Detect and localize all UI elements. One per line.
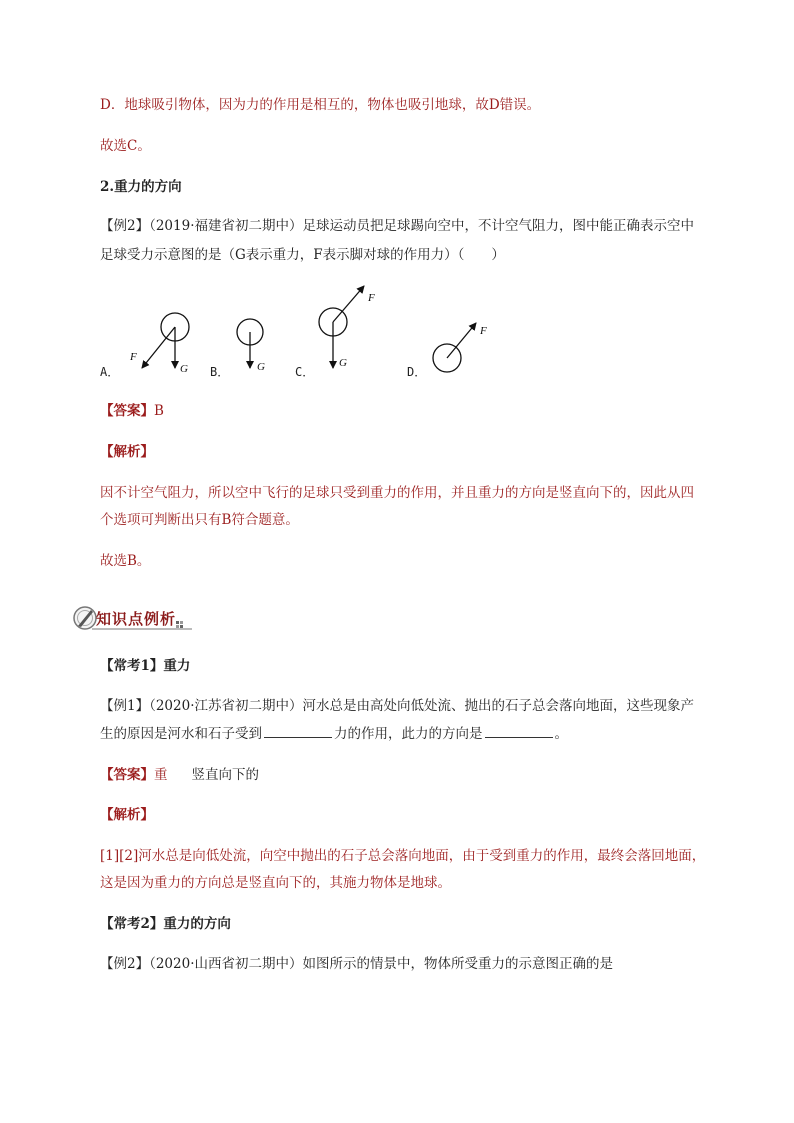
answer-blank-2 [485, 725, 553, 738]
analysis-line2: 个选项可判断出只有B符合题意。 [100, 512, 299, 528]
option-d-diagram [433, 323, 476, 372]
option-b-label: B． [210, 365, 230, 379]
example-label: 【例2】 [100, 218, 150, 234]
example-text: （2019·福建省初二期中）足球运动员把足球踢向空中，不计空气阻力，图中能正确表示空中 [149, 218, 694, 234]
answer-value-1: 重 [154, 767, 168, 783]
common1-analysis-label: 【解析】 [100, 807, 154, 823]
choose-b-text: 故选B。 [100, 553, 151, 569]
option-a-label: A． [100, 365, 120, 379]
answer-value: B [154, 403, 164, 419]
option-d-text: D．地球吸引物体，因为力的作用是相互的，物体也吸引地球，故D错误。 [100, 97, 541, 113]
force-f-arrow-d [447, 323, 476, 358]
label-f-a: F [130, 351, 137, 363]
question-text-part2: 力的作用，此力的方向是 [334, 726, 483, 742]
label-f-d: F [480, 325, 487, 337]
example-label: 【例1】 [100, 698, 150, 714]
analysis-line1: 因不计空气阻力，所以空中飞行的足球只受到重力的作用，并且重力的方向是竖直向下的，因此从四 [100, 485, 694, 501]
common1-line2 [100, 725, 568, 743]
analysis-label: 【解析】 [100, 444, 154, 460]
example-text: （2020·江苏省初二期中）河水总是由高处向低处流、抛出的石子总会落向地面，这些现象产 [149, 698, 694, 714]
common1-heading: 【常考1】重力 [100, 658, 191, 674]
option-d-label: D． [407, 365, 427, 379]
label-g-b: G [257, 361, 265, 373]
common1-answer-line [100, 766, 259, 784]
answer-label: 【答案】 [100, 767, 154, 783]
force-f-arrow-c [333, 286, 364, 322]
example2-line1 [100, 217, 694, 235]
answer-label: 【答案】 [100, 403, 154, 419]
knowledge-badge [72, 604, 194, 632]
force-f-arrow-a [142, 327, 175, 368]
label-g-c: G [339, 357, 347, 369]
label-g-a: G [180, 363, 188, 375]
choose-c-text: 故选C。 [100, 138, 151, 154]
example-label: 【例2】 [100, 956, 150, 972]
common1-analysis-line2: 这是因为重力的方向总是竖直向下的，其施力物体是地球。 [100, 875, 451, 891]
question-text-part1: 生的原因是河水和石子受到 [100, 726, 262, 742]
example-text: （2020·山西省初二期中）如图所示的情景中，物体所受重力的示意图正确的是 [149, 956, 613, 972]
answer-blank-1 [264, 725, 332, 738]
common1-line1 [100, 697, 694, 715]
label-f-c: F [368, 292, 375, 304]
example2-line2: 足球受力示意图的是（G表示重力，F表示脚对球的作用力）（ ） [100, 247, 505, 263]
badge-title: 知识点例析 [96, 610, 177, 628]
common2-heading: 【常考2】重力的方向 [100, 916, 231, 932]
common2-line1 [100, 955, 613, 973]
question-text-end: 。 [554, 726, 568, 742]
section-heading-gravity-direction: 2.重力的方向 [100, 179, 182, 195]
common1-analysis-line1: [1][2]河水总是向低处流，向空中抛出的石子总会落向地面，由于受到重力的作用，最终会落回地面， [100, 848, 706, 864]
answer-line [100, 402, 164, 420]
option-c-label: C． [295, 365, 315, 379]
option-a-diagram [142, 313, 189, 368]
option-c-diagram [319, 286, 364, 368]
answer-value-2: 竖直向下的 [191, 767, 259, 783]
